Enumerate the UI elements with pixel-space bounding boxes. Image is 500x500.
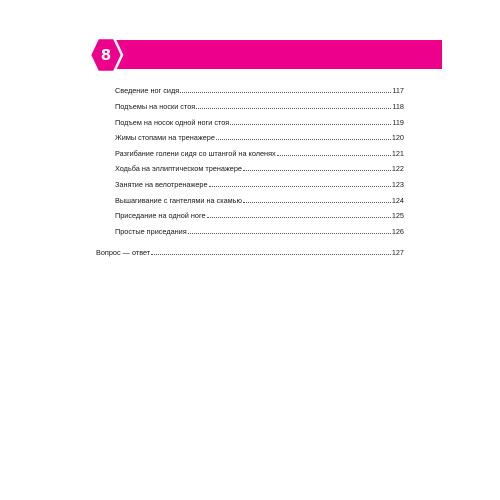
toc-entry-page: 120 [391,133,404,142]
toc-entry[interactable] [115,161,404,173]
toc-entry-title: Приседание на одной ноге [115,211,206,220]
toc-entry-title: Вышагивание с гантелями на скамью [115,196,242,205]
toc-entry-title: Подъем на носок одной ноги стоя [115,118,230,127]
toc-entry[interactable] [115,208,404,220]
toc-entry-title: Жимы стопами на тренажере [115,133,215,142]
toc-entry[interactable] [115,193,404,205]
toc-entry[interactable] [115,130,404,142]
toc-entry-title: Подъемы на носки стоя [115,102,196,111]
toc-entry-title: Ходьба на эллиптическом тренажере [115,164,242,173]
toc-entry-page: 123 [391,180,404,189]
toc-entry-title: Простые приседания [115,227,187,236]
dot-leader [207,217,391,218]
dot-leader [196,108,391,109]
toc-entry[interactable] [115,115,404,127]
toc-entry[interactable] [115,83,404,95]
dot-leader [216,139,391,140]
page-number: 8 [100,46,112,64]
toc-entry-title: Сведение ног сидя [115,86,180,95]
toc-entry-page: 117 [392,86,404,95]
toc-entry-page: 125 [391,211,404,220]
dot-leader [209,186,391,187]
toc-entry-page: 121 [391,149,404,158]
toc-entry-title: Разгибание голени сидя со штангой на коленях [115,149,276,158]
dot-leader [243,202,391,203]
toc-entry[interactable] [115,224,404,236]
toc-entry-page: 124 [391,196,404,205]
toc-entry[interactable] [115,177,404,189]
dot-leader [188,233,391,234]
toc-entry[interactable] [115,99,404,111]
toc-entry[interactable] [115,146,404,158]
toc-entry-page: 122 [391,164,404,173]
dot-leader [243,170,391,171]
toc-entry-page: 119 [392,118,404,127]
toc-entry-page: 127 [391,248,404,257]
toc-entry-top-level[interactable] [96,245,404,257]
dot-leader [151,254,391,255]
dot-leader [230,124,391,125]
dot-leader [277,155,391,156]
toc-entry-title: Вопрос — ответ [96,248,151,257]
toc-entry-title: Занятие на велотренажере [115,180,208,189]
toc-entry-page: 126 [391,227,404,236]
dot-leader [180,92,391,93]
toc-entry-page: 118 [392,102,404,111]
